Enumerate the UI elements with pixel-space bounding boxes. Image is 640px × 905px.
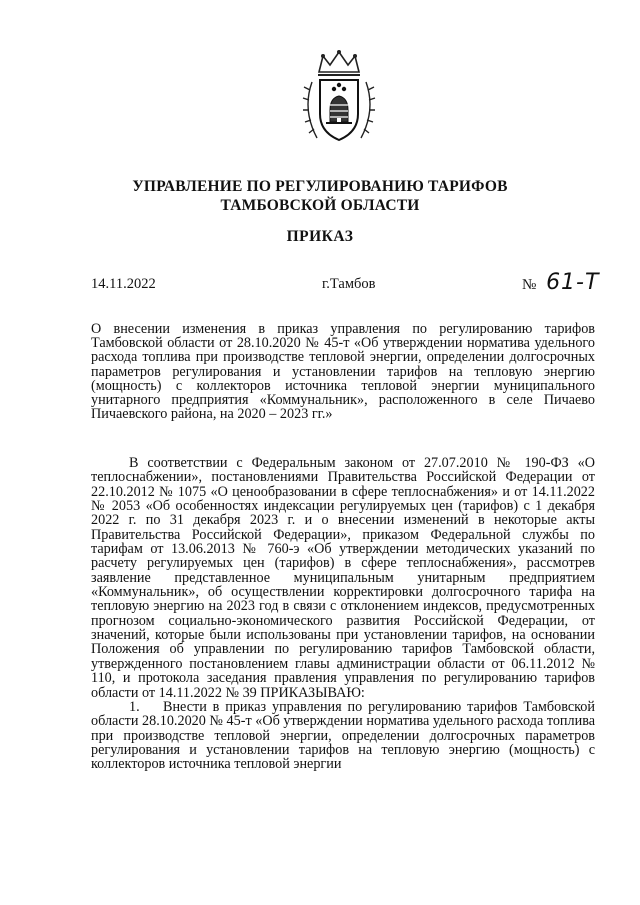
authority-line-2: ТАМБОВСКОЙ ОБЛАСТИ [220,197,420,214]
order-title: О внесении изменения в приказ управления по регулированию тарифов Тамбовской области от 28.10.2020 № 45-т «Об утверждении норматива удельного расхода топлива при производстве тепловой энергии, определении долгосрочных параметров регулирования и установлении тарифов на тепловую энергию (мощность) с коллекторов источника тепловой энергии муниципального унитарного предприятия «Коммунальник», расположенного в селе Пичаево Пичаевского района, на 2020 – 2023 гг.» [91,321,595,423]
order-number [522,270,599,295]
order-body [91,456,595,772]
order-number-handwritten: 61-Т [546,270,600,295]
authority-line-1: УПРАВЛЕНИЕ ПО РЕГУЛИРОВАНИЮ ТАРИФОВ [132,178,508,195]
issuing-authority [0,177,640,215]
preamble-paragraph: В соответствии с Федеральным законом от 27.07.2010 № 190-ФЗ «О теплоснабжении», постановлениями Правительства Российской Федерации от 22.10.2012 № 1075 «О ценообразовании в сфере теплоснабжения» и от 14.11.2022 № 2053 «Об особенностях индексации регулируемых цен (тарифов) с 1 декабря 2022 г. по 31 декабря 2023 г. и о внесении изменений в некоторые акты Правительства Российской Федерации», приказом Федеральной службы по тарифам от 13.06.2013 № 760-э «Об утверждении методических указаний по расчету регулируемых цен (тарифов) в сфере теплоснабжения», рассмотрев заявление представленное муниципальным унитарным предприятием «Коммунальник», об осуществлении корректировки долгосрочного тарифа на тепловую энергию на 2023 год в связи с отклонением индексов, предусмотренных прогнозом социально-экономического развития Российской Федерации, от значений, которые были использованы при установлении тарифов, на основании Положения об управлении по регулированию тарифов Тамбовской области, утвержденного постановлением главы администрации области от 06.11.2012 № 110, и протокола заседания правления управления по регулированию тарифов области от 14.11.2022 № 39 ПРИКАЗЫВАЮ: [91,455,595,701]
document-type: ПРИКАЗ [286,228,354,245]
item-1-paragraph [91,700,595,772]
item-1-number: 1. [129,698,140,715]
order-city: г.Тамбов [322,276,376,292]
order-number-label: № [522,277,537,293]
order-date: 14.11.2022 [91,276,156,292]
item-1-text: Внести в приказ управления по регулированию тарифов Тамбовской области 28.10.2020 № 45-т «Об утверждении норматива удельного расхода топлива при производстве тепловой энергии, определении долгосрочных параметров регулирования и установлении тарифов на тепловую энергию (мощность) с коллекторов источника тепловой энергии [91,698,595,773]
tambov-coat-of-arms-icon [299,50,379,148]
